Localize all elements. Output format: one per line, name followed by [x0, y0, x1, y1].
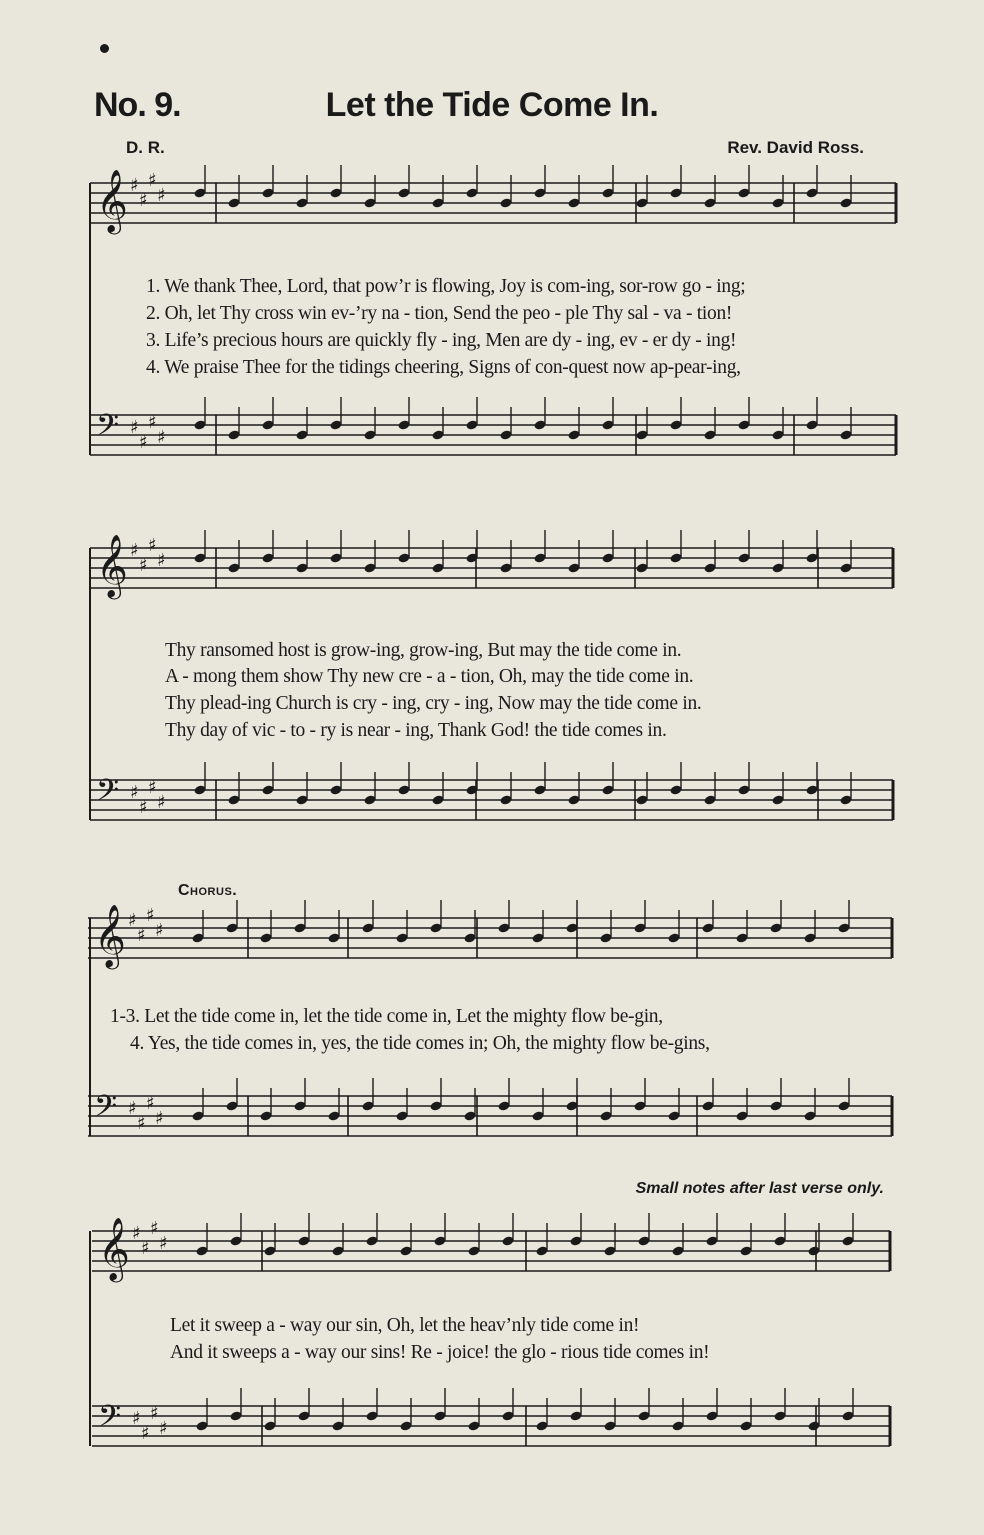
treble-clef-icon: 𝄞: [98, 1217, 130, 1280]
chorus-line-2-verses-1-3: Let it sweep a - way our sin, Oh, let the heav’nly tide come in!: [170, 1315, 640, 1336]
composer-initials: D. R.: [126, 138, 165, 157]
verse-1-line-1: 1. We thank Thee, Lord, that pow’r is flowing, Joy is com-ing, sor-row go - ing;: [146, 276, 746, 297]
sharp-icon: ♯: [157, 427, 166, 448]
hymn-number: No. 9.: [94, 86, 181, 124]
verse-3-line-2: Thy plead-ing Church is cry - ing, cry - ing, Now may the tide come in.: [165, 693, 702, 714]
sharp-icon: ♯: [128, 910, 137, 931]
sharp-icon: ♯: [155, 1108, 164, 1129]
sharp-icon: ♯: [146, 1093, 155, 1114]
sharp-icon: ♯: [148, 170, 157, 191]
chorus-line-1-verses-1-3: 1-3. Let the tide come in, let the tide come in, Let the mighty flow be-gin,: [110, 1006, 663, 1027]
sharp-icon: ♯: [148, 777, 157, 798]
bass-clef-icon: 𝄢: [96, 774, 120, 815]
sharp-icon: ♯: [148, 535, 157, 556]
sharp-icon: ♯: [132, 1223, 141, 1244]
sharp-icon: ♯: [157, 185, 166, 206]
sharp-icon: ♯: [139, 797, 148, 818]
chorus-line-1-verse-4: 4. Yes, the tide comes in, yes, the tide comes in; Oh, the mighty flow be-gins,: [130, 1033, 710, 1054]
sharp-icon: ♯: [159, 1233, 168, 1254]
sharp-icon: ♯: [157, 550, 166, 571]
sharp-icon: ♯: [141, 1238, 150, 1259]
verse-1-line-2: Thy ransomed host is grow-ing, grow-ing, But may the tide come in.: [165, 640, 682, 661]
sharp-icon: ♯: [141, 1423, 150, 1444]
sharp-icon: ♯: [132, 1408, 141, 1429]
sharp-icon: ♯: [130, 540, 139, 561]
sharp-icon: ♯: [146, 905, 155, 926]
chorus-line-2-verse-4: And it sweeps a - way our sins! Re - joice! the glo - rious tide comes in!: [170, 1342, 710, 1363]
treble-clef-icon: 𝄞: [94, 904, 126, 967]
sharp-icon: ♯: [159, 1418, 168, 1439]
chorus-label: Chorus.: [178, 882, 238, 899]
sharp-icon: ♯: [157, 792, 166, 813]
verse-4-line-1: 4. We praise Thee for the tidings cheering, Signs of con-quest now ap-pear-ing,: [146, 357, 741, 378]
bass-clef-icon: 𝄢: [96, 409, 120, 450]
verse-2-line-1: 2. Oh, let Thy cross win ev-’ry na - tion, Send the peo - ple Thy sal - va - tion!: [146, 303, 733, 324]
sharp-icon: ♯: [137, 925, 146, 946]
sharp-icon: ♯: [137, 1113, 146, 1134]
sharp-icon: ♯: [150, 1218, 159, 1239]
verse-4-line-2: Thy day of vic - to - ry is near - ing, Thank God! the tide comes in.: [165, 720, 667, 741]
sharp-icon: ♯: [139, 432, 148, 453]
verse-3-line-1: 3. Life’s precious hours are quickly fly - ing, Men are dy - ing, ev - er dy - ing!: [146, 330, 737, 351]
treble-clef-icon: 𝄞: [96, 169, 128, 232]
bass-clef-icon: 𝄢: [98, 1400, 122, 1441]
verse-2-line-2: A - mong them show Thy new cre - a - tion, Oh, may the tide come in.: [165, 666, 694, 687]
sharp-icon: ♯: [130, 782, 139, 803]
sharp-icon: ♯: [128, 1098, 137, 1119]
bass-clef-icon: 𝄢: [94, 1090, 118, 1131]
hymn-title: Let the Tide Come In.: [325, 86, 659, 124]
lyricist-name: Rev. David Ross.: [727, 138, 864, 157]
sharp-icon: ♯: [155, 920, 164, 941]
sharp-icon: ♯: [130, 175, 139, 196]
sharp-icon: ♯: [130, 417, 139, 438]
sharp-icon: ♯: [139, 555, 148, 576]
small-notes-note: Small notes after last verse only.: [635, 1180, 884, 1197]
sharp-icon: ♯: [148, 412, 157, 433]
sharp-icon: ♯: [150, 1403, 159, 1424]
treble-clef-icon: 𝄞: [96, 534, 128, 597]
sharp-icon: ♯: [139, 190, 148, 211]
